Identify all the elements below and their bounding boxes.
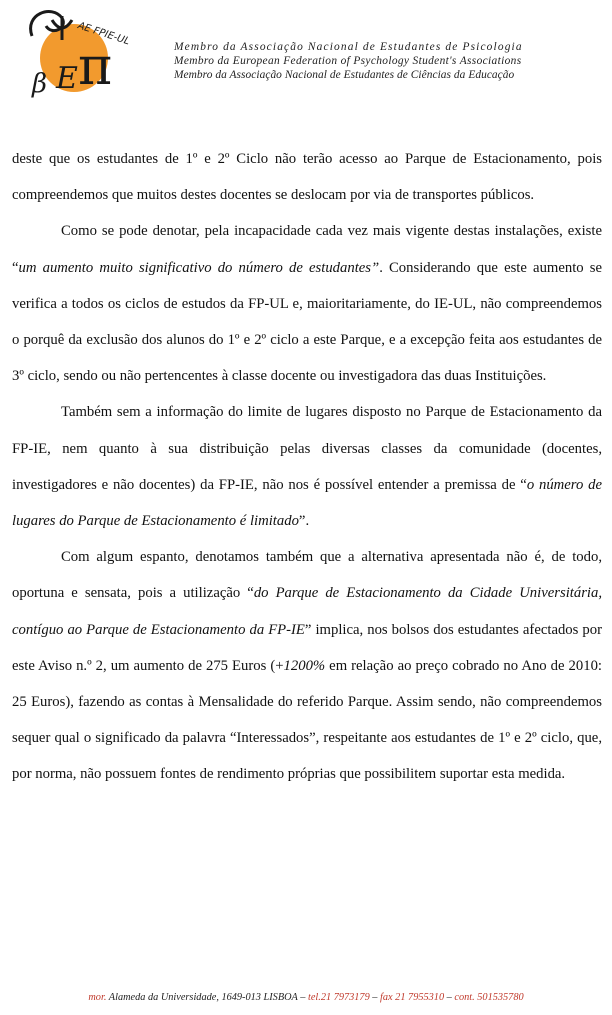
footer-address-text: Alameda da Universidade, 1649-013 LISBOA – <box>106 992 308 1003</box>
paragraph-4-quote: do Parque de Estacionamento da Cidade Universitária, contíguo ao Parque de Estacionamento da FP-IE <box>12 585 603 638</box>
footer-contribuinte: cont. 501535780 <box>454 992 524 1003</box>
paragraph-2-text-b: . Considerando que este aumento se verifica a todos os ciclos de estudos da FP-UL e, maioritariamente, do IE-UL, não compreendemos o porquê da exclusão dos alunos do 1º e 2º ciclo a este Parque, e a excepção feita aos estudantes de 3º ciclo, sendo ou não pertencentes à classe docente ou investigadora das duas Instituições. <box>12 259 603 385</box>
paragraph-4-text-a: Com algum espanto, denotamos também que a alternativa apresentada não é, de todo, oportuna e sensata, pois a utilização “ <box>12 549 602 602</box>
paragraph-4-percentage: 1200% <box>283 657 326 674</box>
membership-lines <box>174 40 594 82</box>
membership-line-2: Membro da European Federation of Psychology Student's Associations <box>174 55 522 67</box>
association-logo <box>22 6 140 100</box>
logo-text: AE FPIE-UL <box>76 20 131 48</box>
membership-line-1: Membro da Associação Nacional de Estudantes de Psicologia <box>174 41 523 53</box>
paragraph-2-text-a: Como se pode denotar, pela incapacidade cada vez mais vigente destas instalações, existe “ <box>12 223 602 276</box>
footer-sep-1: – <box>369 992 381 1003</box>
paragraph-3-text-a: Também sem a informação do limite de lugares disposto no Parque de Estacionamento da FP-IE, nem quanto à sua distribuição pelas diversas classes da comunidade (docentes, investigadores e não docentes) da FP-IE, não nos é possível entender a premissa de “ <box>12 404 602 493</box>
paragraph-2 <box>12 213 602 394</box>
paragraph-3-quote: o número de lugares do Parque de Estacionamento é limitado <box>12 476 602 530</box>
paragraph-3 <box>12 394 602 539</box>
footer-sep-2: – <box>444 992 455 1003</box>
letterhead <box>0 0 612 110</box>
footer-fax: fax 21 7955310 <box>380 992 445 1003</box>
letter-body <box>12 141 602 793</box>
footer-mor-label: mor. <box>88 992 107 1003</box>
paragraph-4 <box>12 539 602 792</box>
paragraph-4-text-c: em relação ao preço cobrado no Ano de 2010: 25 Euros), fazendo as contas à Mensalidade do referido Parque. Assim sendo, não compreendemos sequer qual o significado da palavra “Interessados”, respeitante aos estudantes de 1º e 2º ciclo, que, por norma, não possuem fontes de rendimento próprias que possibilitem suportar esta medida. <box>12 657 602 783</box>
paragraph-2-quote: um aumento muito significativo do número de estudantes” <box>18 259 380 276</box>
footer-address <box>0 992 612 1003</box>
logo-beta-glyph: β <box>32 69 48 99</box>
paragraph-4-text-b: ” implica, nos bolsos dos estudantes afectados por este Aviso n.º 2, um aumento de 275 Euros (+ <box>12 621 602 674</box>
paragraph-1 <box>12 141 602 213</box>
footer-tel: tel.21 7973179 <box>307 992 370 1003</box>
membership-line-3: Membro da Associação Nacional de Estudantes de Ciências da Educação <box>174 69 515 81</box>
paragraph-3-text-b: ”. <box>298 513 310 530</box>
logo-pi-glyph: π <box>78 37 113 97</box>
paragraph-1-text: deste que os estudantes de 1º e 2º Ciclo não terão acesso ao Parque de Estacionamento, pois compreendemos que muitos destes docentes se deslocam por via de transportes públicos. <box>12 151 602 204</box>
logo-epsilon-glyph: E <box>56 61 78 96</box>
